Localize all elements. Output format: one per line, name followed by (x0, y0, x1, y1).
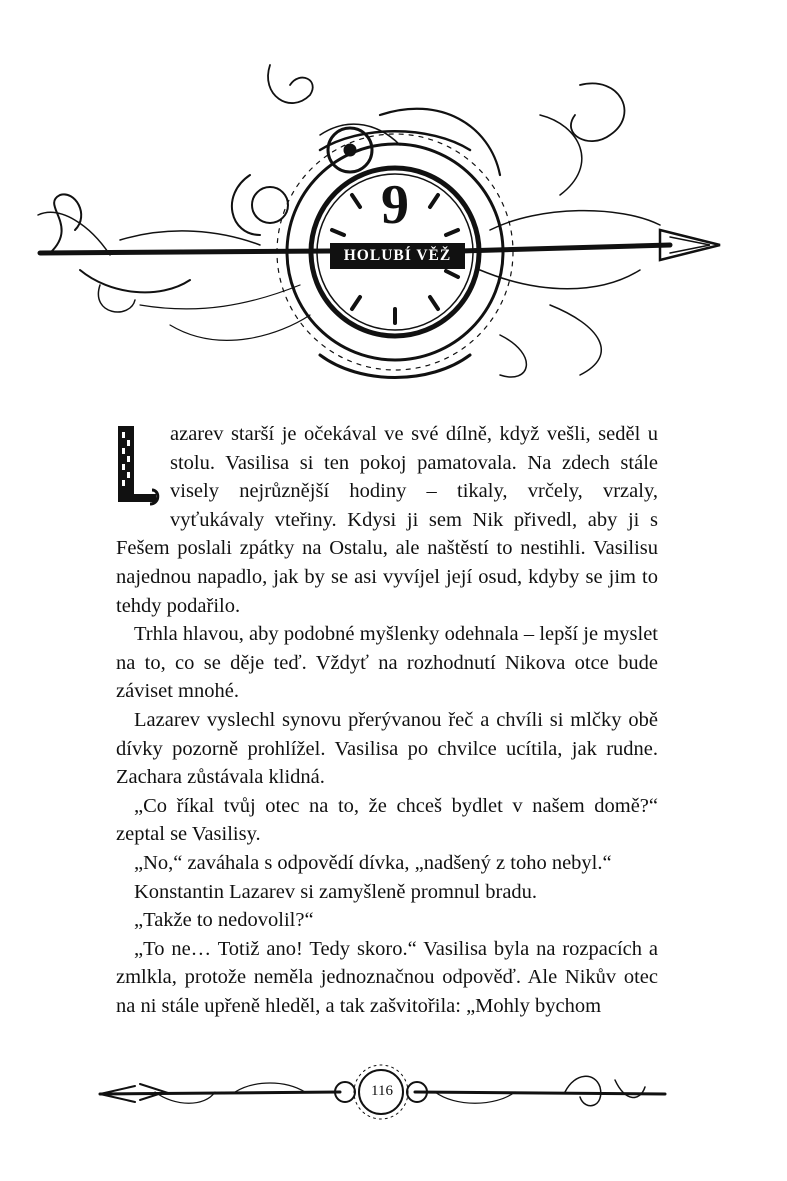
paragraph: azarev starší je očekával ve své dílně, když vešli, seděl u stolu. Vasilisa si ten pokoj pamatovala. Na zdech stále visely nejrůznější hodiny – tikaly, vrčely, vrzaly, vyťukávaly vteřiny. Kdysi ji sem Nik přivedl, aby ji s Fešem poslali zpátky na Ostalu, ale naštěstí to nestihli. Vasilisu najednou napadlo, jak by se asi vyvíjel její osud, kdyby se jim to tehdy podařilo. (116, 423, 658, 617)
drop-cap-l-glyph (116, 424, 160, 506)
paragraph: „To ne… Totiž ano! Tedy skoro.“ Vasilisa byla na rozpacích a zmlkla, protože neměla jednoznačnou odpověď. Ale Nikův otec na ni stále upřeně hleděl, a tak zašvitořila: „Mohly bychom (116, 937, 658, 1017)
body-text (116, 420, 658, 1020)
paragraph: „Co říkal tvůj otec na to, že chceš bydlet v našem domě?“ zeptal se Vasilisy. (116, 794, 658, 846)
paragraph: Konstantin Lazarev si zamyšleně promnul bradu. (134, 880, 538, 903)
drop-cap (116, 424, 160, 506)
paragraph: „No,“ zaváhala s odpovědí dívka, „nadšený z toho nebyl.“ (134, 851, 612, 874)
paragraph: Lazarev vyslechl synovu přerývanou řeč a chvíli si mlčky obě dívky pozorně prohlížel. Vasilisa po chvilce ucítila, jak rudne. Zachara zůstávala klidná. (116, 708, 658, 789)
chapter-title: HOLUBÍ VĚŽ (330, 243, 465, 269)
paragraph: „Takže to nedovolil?“ (134, 909, 314, 932)
page-number: 116 (371, 1083, 393, 1099)
chapter-number: 9 (381, 174, 409, 236)
paragraph: Trhla hlavou, aby podobné myšlenky odehnala – lepší je myslet na to, co se děje teď. Vždyť na rozhodnutí Nikova otce bude záviset mnohé. (116, 623, 658, 703)
